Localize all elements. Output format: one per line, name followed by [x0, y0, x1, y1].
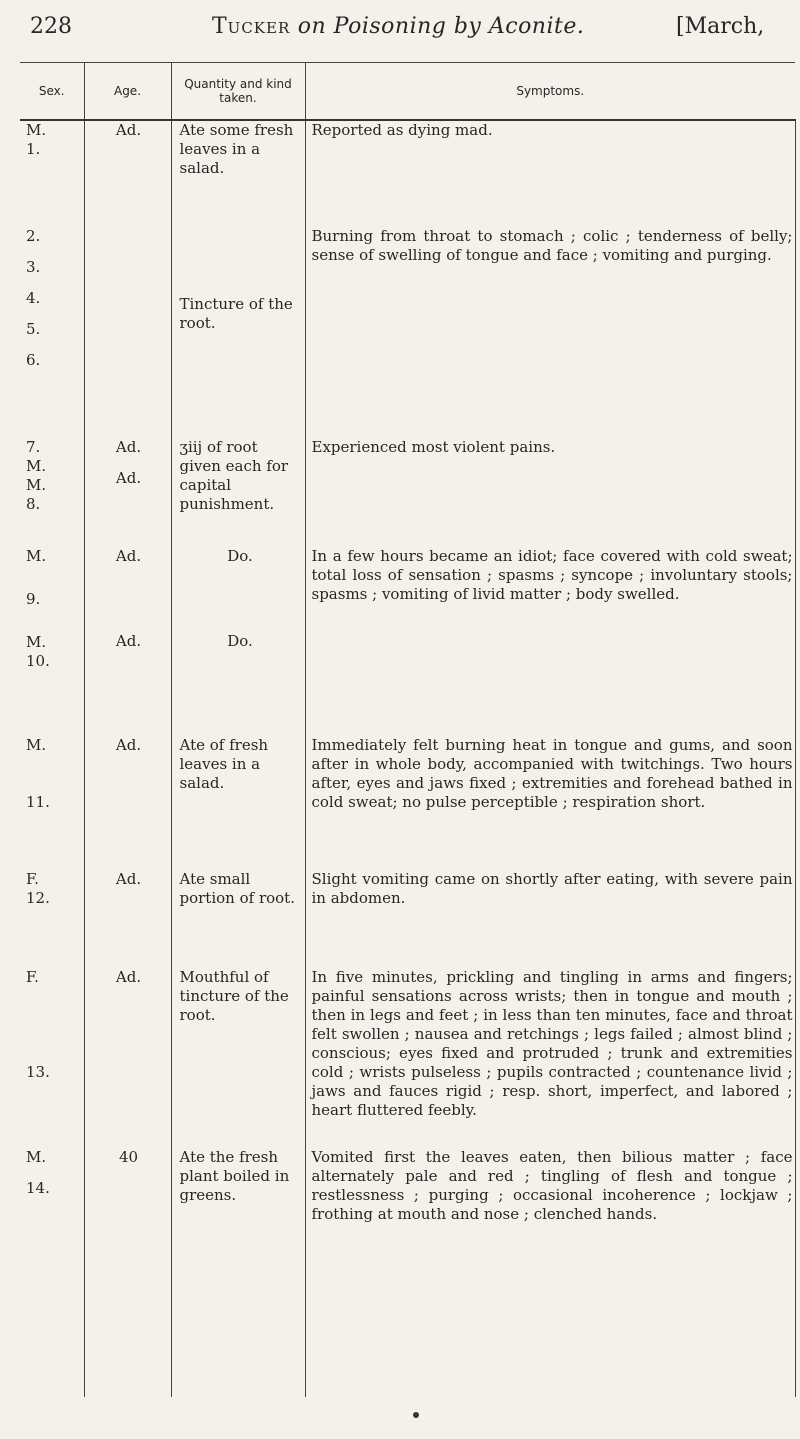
cell-sex — [20, 120, 84, 227]
cell-quantity: Ate some fresh leaves in a salad. — [171, 120, 305, 227]
case-number: 5. — [26, 319, 41, 338]
header-symptoms: Symptoms. — [305, 63, 795, 121]
cell-sex — [20, 736, 84, 870]
quantity-text: Tincture of the root. — [179, 294, 293, 332]
cell-sex — [20, 547, 84, 736]
age-line: Ad. — [115, 468, 142, 487]
cell-quantity: Mouthful of tincture of the root. — [171, 968, 305, 1149]
running-month: [March, — [676, 14, 765, 39]
cell-age: Ad. — [84, 736, 171, 870]
cell-age: 40 — [84, 1148, 171, 1397]
cell-symptoms: In a few hours became an idiot; face covered with cold sweat; total loss of sensation ; spasms ; syncope ; involuntary stools; spasms ; vomiting of livid matter ; body swelled. — [305, 547, 795, 736]
cell-age: Ad. — [84, 120, 171, 227]
author-name: Tucker — [212, 14, 291, 39]
cell-age — [84, 227, 171, 438]
table-row — [20, 968, 795, 1149]
cell-age: Ad. — [84, 968, 171, 1149]
header-sex: Sex. — [20, 63, 84, 121]
sex-line: M. — [26, 121, 47, 139]
table-row — [20, 736, 795, 870]
cell-symptoms: Reported as dying mad. — [305, 120, 795, 227]
cell-symptoms: In five minutes, prickling and tingling in arms and fingers; painful sensations across wrists; then in tongue and mouth ; then in legs and feet ; in less than ten minutes, face and throat felt swollen ; nausea and retchings ; legs failed ; almost blind ; conscious; eyes fixed and protruded ; trunk and extremities cold ; wrists pulseless ; pupils contracted ; countenance livid ; jaws and fauces rigid ; resp. short, imperfect, and labored ; heart fluttered feebly. — [305, 968, 795, 1149]
title-italic: Poisoning by Aconite. — [333, 14, 585, 39]
ink-dot — [413, 1412, 419, 1418]
case-number: 3. — [26, 257, 41, 276]
cell-quantity: Ate small portion of root. — [171, 870, 305, 967]
cell-age — [84, 438, 171, 548]
cell-symptoms: Experienced most violent pains. — [305, 438, 795, 548]
case-number: 11. — [26, 793, 50, 812]
table-row — [20, 438, 795, 548]
sex-line: M. — [26, 1148, 47, 1167]
table-row — [20, 1148, 795, 1397]
case-number: 8. — [26, 494, 41, 513]
case-number: 6. — [26, 350, 41, 369]
cell-symptoms: Burning from throat to stomach ; colic ; tenderness of belly; sense of swelling of tongue and face ; vomiting and purging. — [305, 227, 795, 438]
case-number: 9. — [26, 590, 41, 609]
case-number: 7. — [26, 437, 41, 456]
sex-line: F. — [26, 870, 39, 889]
cell-symptoms: Slight vomiting came on shortly after eating, with severe pain in abdomen. — [305, 870, 795, 967]
quantity-line: Do. — [227, 632, 253, 651]
cell-age: Ad. — [84, 870, 171, 967]
quantity-line: Do. — [227, 547, 253, 566]
sex-line: M. — [26, 736, 47, 755]
cell-symptoms: Vomited first the leaves eaten, then bilious matter ; face alternately pale and red ; tingling of flesh and tongue ; restlessness ; purging ; occasional incoherence ; lockjaw ; frothing at mouth and nose ; clenched hands. — [305, 1148, 795, 1397]
table-header-row — [20, 63, 795, 121]
table-row — [20, 870, 795, 967]
age-line: Ad. — [115, 437, 142, 456]
case-number: 2. — [26, 226, 41, 245]
cell-quantity: ʒiij of root given each for capital punishment. — [171, 438, 305, 548]
cell-sex — [20, 438, 84, 548]
table-row — [20, 120, 795, 227]
sex-line: M. — [26, 475, 47, 494]
cell-symptoms: Immediately felt burning heat in tongue and gums, and soon after in whole body, accompanied with twitchings. Two hours after, eyes and jaws fixed ; extremities and forehead bathed in cold sweat; no pulse perceptible ; respiration short. — [305, 736, 795, 870]
age-line: Ad. — [115, 632, 142, 651]
case-number: 13. — [26, 1062, 50, 1081]
cell-age — [84, 547, 171, 736]
cell-quantity: Ate of fresh leaves in a salad. — [171, 736, 305, 870]
sex-line: F. — [26, 967, 39, 986]
header-quantity: Quantity and kind taken. — [171, 63, 305, 121]
cell-sex — [20, 968, 84, 1149]
case-number: 10. — [26, 652, 50, 671]
header-age: Age. — [84, 63, 171, 121]
running-header — [0, 0, 800, 60]
case-number: 12. — [26, 889, 50, 908]
cell-sex — [20, 227, 84, 438]
cell-quantity — [171, 547, 305, 736]
case-number: 14. — [26, 1179, 50, 1198]
cell-quantity — [171, 227, 305, 438]
aconite-cases-table — [20, 62, 796, 1397]
cell-sex — [20, 1148, 84, 1397]
sex-line: M. — [26, 633, 47, 652]
table-row — [20, 547, 795, 736]
sex-line: M. — [26, 547, 47, 566]
page-number: 228 — [30, 14, 72, 39]
cell-sex — [20, 870, 84, 967]
table-row — [20, 227, 795, 438]
cell-quantity: Ate the fresh plant boiled in greens. — [171, 1148, 305, 1397]
sex-line: M. — [26, 456, 47, 475]
case-number: 4. — [26, 288, 41, 307]
running-title — [212, 14, 584, 39]
age-line: Ad. — [115, 547, 142, 566]
title-prefix: on — [297, 14, 327, 39]
case-number: 1. — [26, 140, 41, 158]
